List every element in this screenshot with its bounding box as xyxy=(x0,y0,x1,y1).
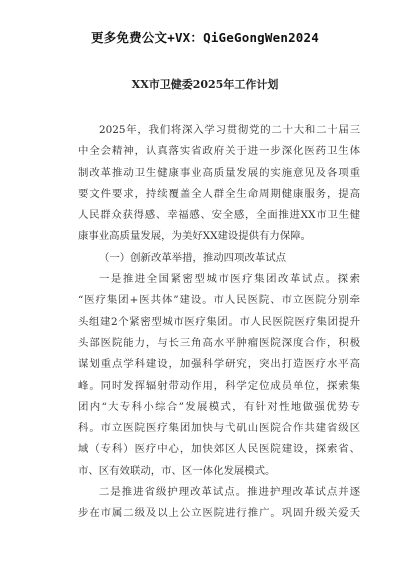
paragraph-line: 域（专科）医疗中心，加快郊区人民医院建设，探索省、 xyxy=(78,443,360,456)
paragraph-line: 市、区有效联动，市、区一体化发展模式。 xyxy=(78,464,276,477)
paragraph-line: 头部医院能力，与长三角高水平肿瘤医院深度合作，积极 xyxy=(78,336,360,349)
document-body xyxy=(78,120,360,525)
paragraph-line: 制改革推动卫生健康事业高质量发展的实施意见及各项重 xyxy=(78,166,360,179)
paragraph-line: 峰。同时发挥辐射带动作用，科学定位成员单位，探索集 xyxy=(78,379,360,392)
document-title: XX市卫健委2025年工作计划 xyxy=(131,78,279,91)
paragraph-line: 步在市属二级及以上公立医院进行推广。巩固升级关爱夭 xyxy=(78,507,360,520)
paragraph-line: 一是推进全国紧密型城市医疗集团改革试点。探索 xyxy=(99,273,360,286)
paragraph-line: 要文件要求，持续覆盖全人群全生命周期健康服务，提高 xyxy=(78,187,360,200)
paragraph-line: 头组建2个紧密型城市医疗集团。市人民医院医疗集团提升 xyxy=(78,315,360,328)
paragraph-line: 人民群众获得感、幸福感、安全感，全面推进XX市卫生健 xyxy=(78,209,360,222)
paragraph-line: “医疗集团+医共体”建设。市人民医院、市立医院分别牵 xyxy=(78,294,360,307)
paragraph-line: 科。市立医院医疗集团加快与弋矶山医院合作共建省级区 xyxy=(78,422,360,435)
paragraph-line: 2025年，我们将深入学习贯彻党的二十大和二十届三 xyxy=(99,124,360,136)
paragraph-line: 谋划重点学科建设，加强科学研究，突出打造医疗水平高 xyxy=(78,358,360,371)
paragraph-line: 二是推进省级护理改革试点。推进护理改革试点并逐 xyxy=(99,486,360,499)
paragraph-line: 团内“大专科小综合”发展模式，有针对性地做强优势专 xyxy=(78,400,360,413)
paragraph-line: 中全会精神，认真落实省政府关于进一步深化医药卫生体 xyxy=(78,145,360,158)
section-heading: （一）创新改革举措，推动四项改革试点 xyxy=(99,251,287,264)
promo-banner: 更多免费公文+VX：QiGeGongWen2024 xyxy=(91,30,319,45)
paragraph-line: 康事业高质量发展，为美好XX建设提供有力保障。 xyxy=(78,230,311,243)
